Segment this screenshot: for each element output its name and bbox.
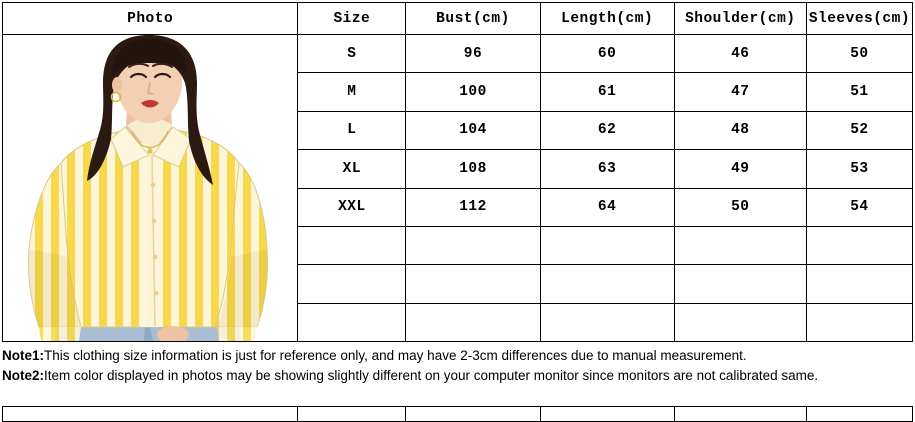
cell-shoulder: 50 <box>674 188 806 226</box>
model-illustration <box>3 35 296 341</box>
cell-shoulder-partial <box>674 407 806 422</box>
cell-shoulder: 48 <box>674 111 806 149</box>
note-1-text: This clothing size information is just for reference only, and may have 2-3cm differences due to manual measurement. <box>44 348 747 363</box>
cell-sleeves: 54 <box>806 188 912 226</box>
column-header-photo: Photo <box>3 3 298 35</box>
cell-size <box>298 265 406 303</box>
cell-shoulder <box>674 303 806 341</box>
cell-bust: 96 <box>406 35 540 73</box>
cell-size: XL <box>298 150 406 188</box>
cell-length: 61 <box>540 73 674 111</box>
cell-bust <box>406 265 540 303</box>
cell-size <box>298 303 406 341</box>
cell-sleeves: 52 <box>806 111 912 149</box>
cell-length-partial <box>540 407 674 422</box>
product-photo-cell <box>3 35 298 342</box>
column-header-bust: Bust(cm) <box>406 3 540 35</box>
table-header-row <box>3 3 913 35</box>
cell-bust-partial <box>406 407 540 422</box>
cell-bust <box>406 226 540 264</box>
cell-bust <box>406 303 540 341</box>
note-2 <box>2 366 911 386</box>
table-bottom-partial-row <box>2 406 913 418</box>
cell-bust: 104 <box>406 111 540 149</box>
table-row <box>3 407 913 422</box>
cell-sleeves: 51 <box>806 73 912 111</box>
note-2-text: Item color displayed in photos may be showing slightly different on your computer monitor since monitors are not calibrated same. <box>44 367 819 383</box>
cell-sleeves <box>806 226 912 264</box>
cell-size <box>298 226 406 264</box>
column-header-shoulder: Shoulder(cm) <box>674 3 806 35</box>
cell-size: M <box>298 73 406 111</box>
product-photo <box>3 35 296 341</box>
cell-shoulder <box>674 265 806 303</box>
column-header-size: Size <box>298 3 406 35</box>
cell-size: XXL <box>298 188 406 226</box>
cell-length: 63 <box>540 150 674 188</box>
cell-shoulder <box>674 226 806 264</box>
cell-bust: 108 <box>406 150 540 188</box>
table-row <box>3 35 913 73</box>
cell-size: L <box>298 111 406 149</box>
cell-shoulder: 47 <box>674 73 806 111</box>
cell-bust: 112 <box>406 188 540 226</box>
notes-section <box>2 346 911 385</box>
cell-length <box>540 303 674 341</box>
note-1 <box>2 346 911 366</box>
cell-photo-partial <box>3 407 298 422</box>
cell-shoulder: 49 <box>674 150 806 188</box>
cell-sleeves <box>806 265 912 303</box>
cell-sleeves <box>806 303 912 341</box>
cell-length <box>540 226 674 264</box>
note-2-label: Note2: <box>2 367 45 383</box>
cell-length: 60 <box>540 35 674 73</box>
cell-length: 62 <box>540 111 674 149</box>
cell-length: 64 <box>540 188 674 226</box>
cell-size: S <box>298 35 406 73</box>
cell-shoulder: 46 <box>674 35 806 73</box>
cell-sleeves: 50 <box>806 35 912 73</box>
column-header-length: Length(cm) <box>540 3 674 35</box>
size-chart-sheet <box>0 2 915 418</box>
note-1-label: Note1: <box>2 348 45 363</box>
cell-sleeves: 53 <box>806 150 912 188</box>
size-table <box>2 2 913 342</box>
cell-bust: 100 <box>406 73 540 111</box>
cell-length <box>540 265 674 303</box>
cell-sleeves-partial <box>806 407 912 422</box>
column-header-sleeves: Sleeves(cm) <box>806 3 912 35</box>
cell-size-partial <box>298 407 406 422</box>
